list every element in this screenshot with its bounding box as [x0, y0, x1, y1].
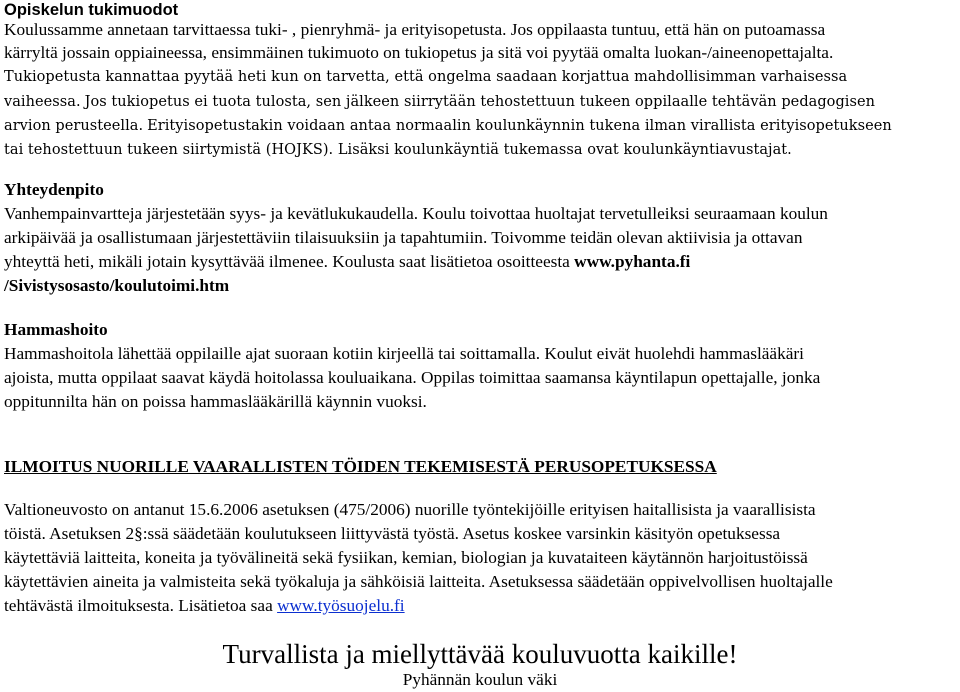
paragraph-line: [4, 594, 405, 618]
section-heading: Yhteydenpito: [4, 180, 104, 199]
section-heading: Hammashoito: [4, 320, 108, 339]
paragraph-line: käytettäviä laitteita, koneita ja työvälineitä sekä fysiikan, kemian, biologian ja kuvataiteen käytännön harjoitustöissä: [4, 548, 808, 567]
paragraph-line: [4, 250, 690, 274]
paragraph-line: Hammashoitola lähettää oppilaille ajat suoraan kotiin kirjeellä tai soittamalla. Koulut eivät huolehdi hammaslääkäri: [4, 344, 804, 363]
paragraph-line: tai tehostettuun tukeen siirtymistä (HOJKS). Lisäksi koulunkäyntiä tukemassa ovat koulunkäyntiavustajat.: [4, 142, 792, 158]
website-url-path: /Sivistysosasto/koulutoimi.htm: [4, 276, 230, 295]
paragraph-line: Valtioneuvosto on antanut 15.6.2006 asetuksen (475/2006) nuorille työntekijöille erityisen haitallisista ja vaarallisista: [4, 500, 816, 519]
text-span: vaiheessa.: [4, 94, 81, 110]
paragraph-line: Vanhempainvartteja järjestetään syys- ja kevätlukukaudella. Koulu toivottaa huoltajat tervetulleiksi seuraamaan koulun: [4, 204, 828, 223]
paragraph-line: Tukiopetusta kannattaa pyytää heti kun on tarvetta, että ongelma saadaan korjattua mahdollisimman varhaisessa: [4, 69, 848, 85]
text-span: tehtävästä ilmoituksesta. Lisätietoa saa: [4, 596, 273, 615]
paragraph-line: käytettävien aineita ja valmisteita sekä työkaluja ja sähköisiä laitteita. Asetuksessa säädetään oppivelvollisen huoltajalle: [4, 572, 833, 591]
paragraph-line: oppitunnilta hän on poissa hammaslääkärillä käynnin vuoksi.: [4, 392, 427, 411]
notice-heading: ILMOITUS NUORILLE VAARALLISTEN TÖIDEN TEKEMISESTÄ PERUSOPETUKSESSA: [4, 457, 717, 476]
section-tukiopetus: [4, 0, 178, 20]
paragraph-line: kärryltä jossain oppiaineessa, ensimmäinen tukimuoto on tukiopetus ja sitä voi pyytää omalta luokan-/aineenopettajalta.: [4, 43, 834, 62]
closing-signature: Pyhännän koulun väki: [402, 670, 558, 689]
text-span: arvion perusteella.: [4, 118, 144, 134]
website-url: www.pyhanta.fi: [574, 252, 691, 271]
paragraph-line: Koulussamme annetaan tarvittaessa tuki- , pienryhmä- ja erityisopetusta. Jos oppilaasta tuntuu, että hän on putoamassa: [4, 20, 826, 39]
text-span: yhteyttä heti, mikäli jotain kysyttävää ilmenee. Koulusta saat lisätietoa osoitteesta: [4, 252, 570, 271]
paragraph-line: ajoista, mutta oppilaat saavat käydä hoitolassa kouluaikana. Oppilas toimittaa saamansa käyntilapun opettajalle, jonka: [4, 368, 821, 387]
section-title: Opiskelun tukimuodot: [4, 1, 179, 19]
closing-message: Turvallista ja miellyttävää kouluvuotta kaikille!: [222, 639, 738, 669]
paragraph-line: [4, 114, 892, 138]
text-span: Jos tukiopetus ei tuota tulosta, sen jälkeen siirrytään tehostettuun tukeen oppilaalle tehtävän pedagogisen: [84, 94, 875, 110]
paragraph-line: arkipäivää ja osallistumaan järjestettäviin tilaisuuksiin ja tapahtumiin. Toivomme teidän olevan aktiivisia ja ottavan: [4, 228, 803, 247]
text-span: Erityisopetustakin voidaan antaa normaalin koulunkäynnin tukena ilman virallista erityisopetukseen: [147, 118, 892, 134]
paragraph-line: töistä. Asetuksen 2§:ssä säädetään koulutukseen liittyvästä työstä. Asetus koskee varsinkin käsityön opetuksessa: [4, 524, 781, 543]
paragraph-line: [4, 90, 875, 114]
tyosuojelu-link[interactable]: www.työsuojelu.fi: [277, 596, 405, 615]
